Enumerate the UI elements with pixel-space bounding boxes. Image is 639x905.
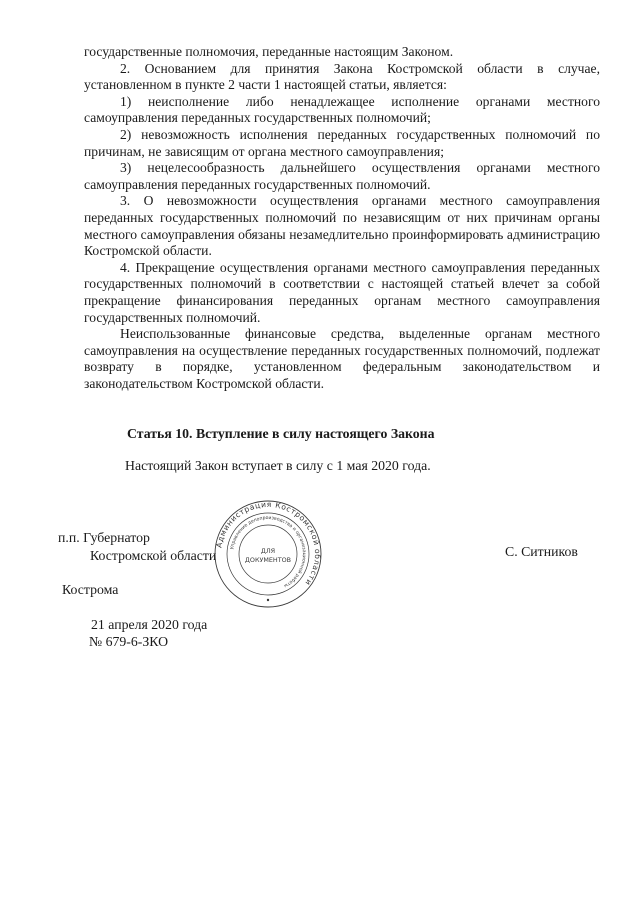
paragraph-7: Неиспользованные финансовые средства, выделенные органам местного самоуправления на осуществление переданных государственных полномочий, подлежат возврату в порядке, установленном федеральным законодательством и законодательством Костромской области.: [84, 326, 600, 391]
paragraph-5: 3. О невозможности осуществления органами местного самоуправления переданных государственных полномочий по независящим от них причинам органы местного самоуправления обязаны незамедлительно проинформировать администрацию Костромской области.: [84, 193, 600, 259]
stamp-center-line2: ДОКУМЕНТОВ: [244, 556, 292, 564]
place-name: Кострома: [62, 582, 119, 597]
stamp-inner-text: Управление делопроизводства и организационной работы: [230, 515, 307, 588]
paragraph-3: 2) невозможность исполнения переданных государственных полномочий по причинам, не зависящим от органа местного самоуправления;: [84, 126, 600, 159]
signature-title-line2: Костромской области: [90, 548, 217, 563]
effective-date-text: Настоящий Закон вступает в силу с 1 мая 2020 года.: [125, 458, 431, 473]
signature-title-line1: п.п. Губернатор: [58, 530, 150, 545]
stamp-dot-icon: [267, 599, 269, 601]
law-text-body: [84, 44, 600, 392]
stamp-outer-text: Администрация Костромской области: [214, 500, 322, 588]
paragraph-4: 3) нецелесообразность дальнейшего осуществления органами местного самоуправления переданных государственных полномочий.: [84, 160, 600, 192]
signing-date: 21 апреля 2020 года: [91, 617, 208, 632]
official-stamp-icon: [214, 500, 322, 608]
signatory-name: С. Ситников: [505, 544, 578, 559]
law-number: № 679-6-ЗКО: [89, 634, 169, 649]
paragraph-2: 1) неисполнение либо ненадлежащее исполнение органами местного самоуправления переданных государственных полномочий;: [84, 93, 600, 126]
paragraph-6: 4. Прекращение осуществления органами местного самоуправления переданных государственных полномочий в соответствии с настоящей статьей влечет за собой прекращение финансирования переданных органам местного самоуправления государственных полномочий.: [84, 259, 600, 325]
article-title: Статья 10. Вступление в силу настоящего Закона: [127, 426, 435, 441]
stamp-center-line1: ДЛЯ: [260, 547, 276, 555]
paragraph-0: государственные полномочия, переданные настоящим Законом.: [84, 44, 454, 59]
paragraph-1: 2. Основанием для принятия Закона Костромской области в случае, установленном в пункте 2 части 1 настоящей статьи, является:: [84, 60, 600, 93]
